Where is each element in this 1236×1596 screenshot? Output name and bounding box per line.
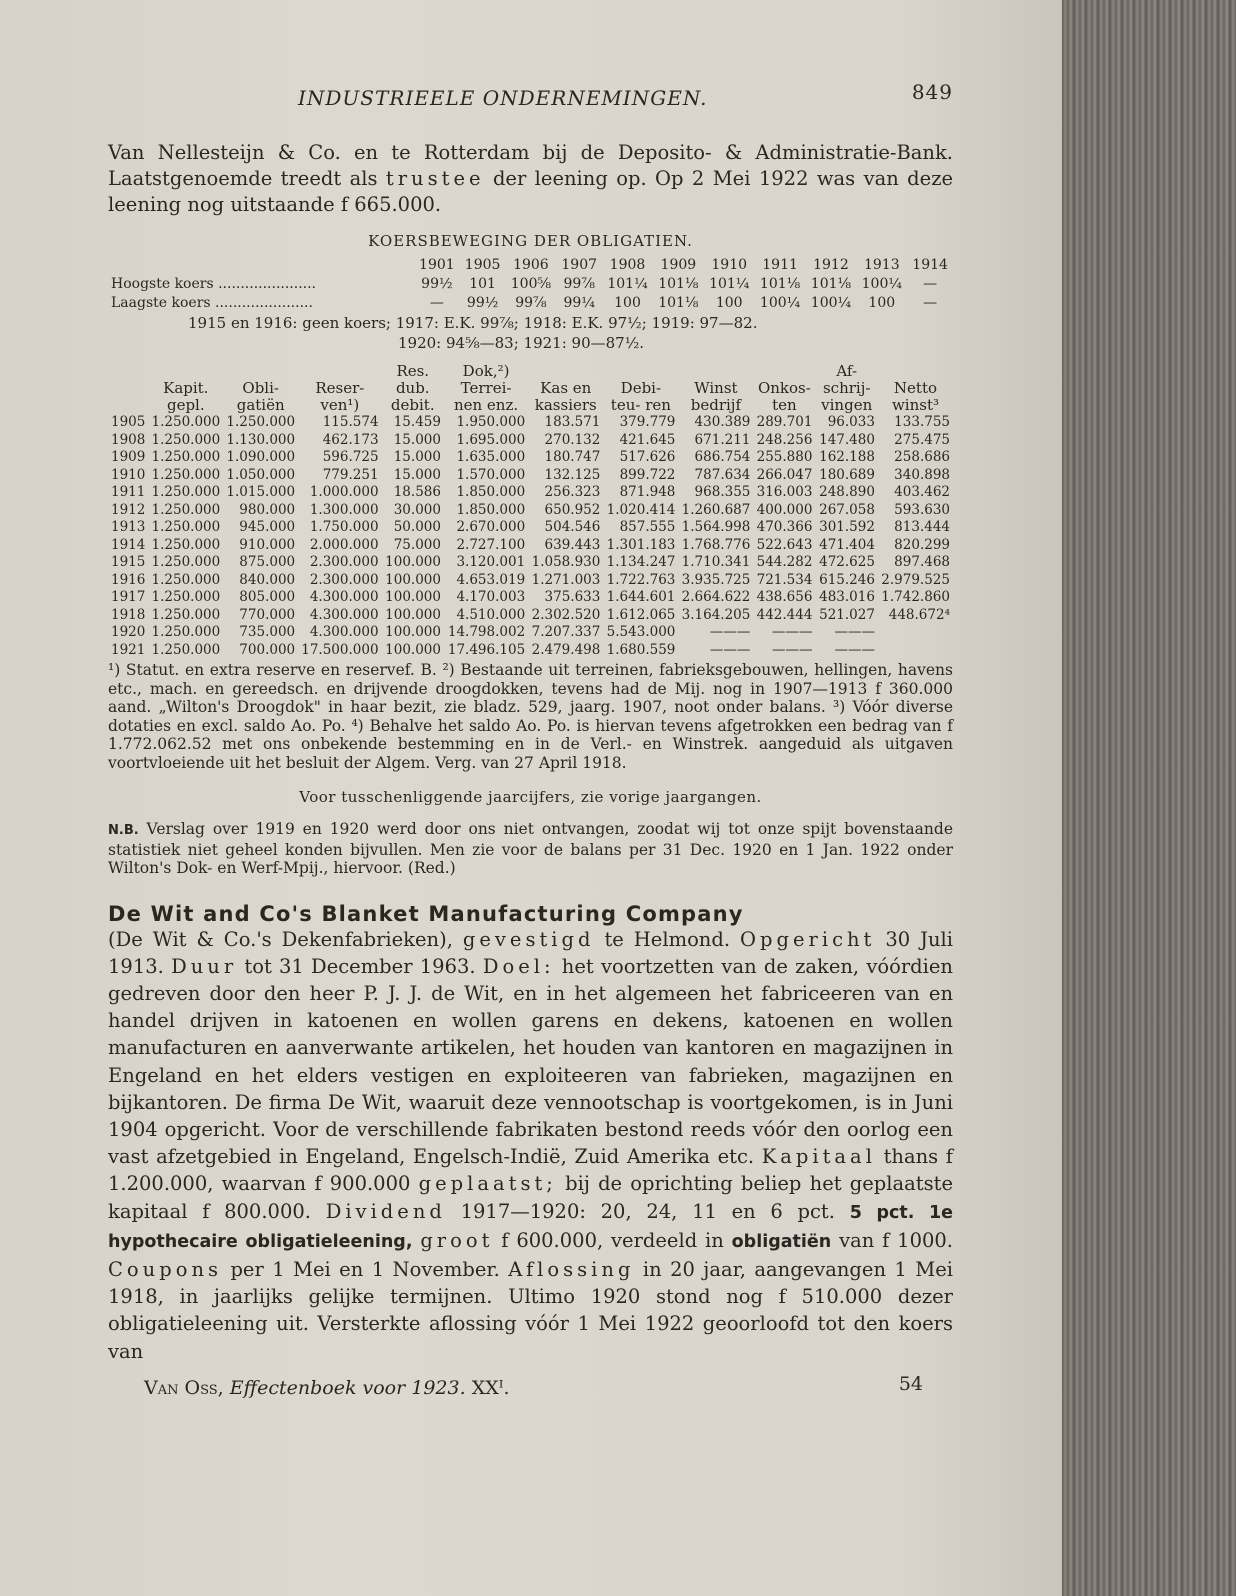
table-header-cell: Debi- teu- ren	[610, 379, 671, 414]
table-cell: 4.300.000	[309, 589, 379, 605]
company-text: 30 Juli 1913.	[108, 927, 953, 978]
koers-year: 1910	[711, 257, 748, 273]
koers-year-row	[108, 256, 953, 275]
table-cell: 421.645	[619, 431, 676, 448]
page-content	[108, 80, 953, 1405]
koers-year: 1914	[912, 257, 948, 273]
table-cell: 340.898	[894, 466, 950, 483]
table-cell: 267.058	[819, 501, 875, 518]
table-cell: 1.768.776	[681, 536, 751, 553]
table-cell: 1.250.000	[151, 519, 221, 535]
table-header-cell: Netto winst³	[891, 379, 939, 414]
table-row	[108, 449, 953, 467]
table-row	[108, 589, 953, 607]
running-title: INDUSTRIEELE ONDERNEMINGEN.	[298, 86, 708, 110]
table-cell: 430.389	[694, 414, 751, 430]
koers-value: 100¼	[861, 276, 902, 292]
table-cell: 521.027	[819, 606, 875, 623]
table-year-cell: 1917	[111, 589, 146, 605]
koers-value: 99¼	[563, 295, 595, 311]
table-cell: 472.625	[819, 554, 875, 570]
table-cell: 301.592	[819, 519, 875, 535]
table-cell: 787.634	[694, 466, 751, 483]
table-cell: 2.664.622	[681, 589, 751, 605]
table-cell: 400.000	[756, 501, 813, 518]
koers-note-2: 1920: 94⅝—83; 1921: 90—87½.	[398, 334, 645, 352]
table-cell: 899.722	[619, 466, 676, 483]
table-year-cell: 1910	[111, 466, 146, 483]
table-cell: 1.250.000	[151, 466, 221, 483]
table-row	[108, 432, 953, 450]
table-cell: 100.000	[385, 571, 441, 588]
koers-year: 1905	[464, 257, 501, 273]
company-text: te Helmond.	[604, 927, 731, 951]
koers-title: KOERSBEWEGING DER OBLIGATIEN.	[368, 232, 693, 250]
table-row	[108, 484, 953, 502]
table-header-cell: Kas en kassiers	[534, 379, 597, 414]
table-cell: 5.543.000	[606, 624, 676, 640]
table-cell: 1.090.000	[226, 449, 296, 465]
koers-row-high	[108, 275, 953, 294]
table-cell: 256.323	[544, 484, 601, 500]
company-text: van f 1000.	[839, 1228, 953, 1252]
nb-note	[108, 820, 953, 878]
table-cell: 593.630	[894, 501, 950, 518]
term-obligatieleening: 5 pct. 1e hypothecaire obligatieleening,	[108, 1202, 954, 1252]
table-cell: 100.000	[385, 554, 441, 570]
table-cell: 650.952	[544, 501, 601, 518]
table-cell: 1.644.601	[606, 589, 676, 605]
koers-notes	[188, 313, 953, 353]
table-cell: 1.750.000	[309, 519, 379, 535]
table-cell: 18.586	[393, 484, 441, 500]
table-header-cell: Kapit. gepl.	[163, 379, 209, 414]
term-gevestigd: gevestigd	[462, 927, 595, 951]
table-cell: 248.256	[756, 431, 813, 448]
table-cell: 1.564.998	[681, 519, 751, 535]
table-year-cell: 1921	[111, 641, 146, 658]
koers-value: 101	[469, 276, 496, 292]
table-cell: 30.000	[393, 501, 441, 518]
koers-label: Laagste koers ......................	[111, 295, 313, 311]
table-cell: 75.000	[393, 536, 441, 553]
table-cell: 115.574	[322, 414, 379, 430]
table-cell: 805.000	[239, 589, 296, 605]
table-cell: 2.000.000	[309, 536, 379, 553]
table-cell: 615.246	[819, 571, 875, 588]
table-cell: 700.000	[239, 641, 296, 658]
table-cell: ———	[709, 624, 751, 640]
table-row	[108, 572, 953, 590]
table-header-cell: Winst bedrijf	[690, 379, 742, 414]
koers-value: 99⅞	[563, 276, 595, 292]
table-cell: 132.125	[544, 466, 601, 483]
table-cell: 14.798.002	[447, 624, 526, 640]
koers-value: 100⅝	[510, 276, 552, 292]
table-cell: ———	[834, 641, 875, 658]
footer-imprint	[144, 1377, 510, 1399]
table-cell: 15.000	[393, 431, 441, 448]
intro-line2: der leening op. Op 2 Mei 1922 was van deze leening nog uitstaande f 665.000.	[108, 167, 954, 216]
koers-table	[108, 256, 953, 313]
table-cell: 813.444	[894, 519, 950, 535]
table-cell: 17.500.000	[301, 641, 379, 658]
koers-value: 99½	[466, 295, 499, 311]
table-row	[108, 642, 953, 660]
koers-value: —	[429, 295, 444, 311]
table-cell: 1.742.860	[881, 589, 950, 605]
footnotes: ¹) Statut. en extra reserve en reservef. B. ²) Bestaande uit terreinen, fabrieksgebouwen, hellingen, havens etc., mach. en gereedsch. en drijvende droogdokken, tevens had de Mij. nog in 1907—1913 f 360.000 aand. „Wilton's Droogdok" in haar bezit, zie bladz. 529, jaarg. 1907, noot onder balans. ³) Vóór diverse dotaties en excl. saldo Ao. Po. ⁴) Behalve het saldo Ao. Po. is hiervan tevens afgetrokken een bedrag van f 1.772.062.52 met ons onbekende bestemming en in de Verl.- en Winstrek. aangeduid als uitgaven voortvloeiende uit het besluit der Algem. Verg. van 27 April 1918.	[108, 661, 953, 772]
term-obligatien: obligatiën	[731, 1231, 832, 1252]
table-year-cell: 1911	[111, 484, 146, 500]
table-cell: 1.050.000	[226, 466, 296, 483]
table-cell: 180.747	[544, 449, 601, 465]
koers-note-1: 1915 en 1916: geen koers; 1917: E.K. 99⅞; 1918: E.K. 97½; 1919: 97—82.	[188, 314, 758, 332]
table-cell: 1.250.000	[151, 431, 221, 448]
table-cell: 1.850.000	[456, 484, 526, 500]
term-doel: Doel:	[482, 954, 555, 978]
table-cell: 544.282	[756, 554, 813, 570]
table-cell: 770.000	[239, 606, 296, 623]
table-cell: 721.534	[756, 571, 813, 588]
footer-title: Effectenboek voor 1923.	[229, 1376, 466, 1399]
intro-trustee: trustee	[385, 167, 485, 190]
table-cell: 448.672⁴	[888, 606, 950, 623]
table-cell: 1.020.414	[606, 501, 676, 518]
table-cell: 471.404	[819, 536, 875, 553]
table-cell: 183.571	[544, 414, 601, 430]
table-cell: 289.701	[756, 414, 813, 430]
table-row	[108, 502, 953, 520]
table-cell: 779.251	[322, 466, 379, 483]
term-duur: Duur	[171, 954, 238, 978]
table-cell: ———	[771, 641, 813, 658]
table-cell: 147.480	[819, 431, 875, 448]
nb-mark: N.B.	[108, 823, 139, 838]
nb-text: Verslag over 1919 en 1920 werd door ons niet ontvangen, zoodat wij tot onze spijt bovenstaande statistiek niet geheel konden bijvullen. Men zie voor de balans per 31 Dec. 1920 en 1 Jan. 1922 onder Wilton's Dok- en Werf-Mpij., hiervoor. (Red.)	[108, 820, 953, 877]
table-cell: 1.271.003	[531, 571, 601, 588]
table-cell: 1.250.000	[151, 501, 221, 518]
table-cell: 15.000	[393, 466, 441, 483]
term-coupons: Coupons	[108, 1257, 223, 1281]
table-cell: 379.779	[619, 414, 676, 430]
table-cell: 15.459	[393, 414, 441, 430]
table-cell: 1.058.930	[531, 554, 601, 570]
table-cell: 3.120.001	[456, 554, 526, 570]
table-cell: 483.016	[819, 589, 875, 605]
term-groot: groot	[420, 1228, 494, 1252]
table-cell: 840.000	[239, 571, 296, 588]
koers-year: 1906	[513, 257, 549, 273]
table-cell: 1.250.000	[151, 414, 221, 430]
page-number: 849	[911, 80, 953, 104]
company-heading: De Wit and Co's Blanket Manufacturing Company	[108, 901, 744, 926]
table-cell: 442.444	[756, 606, 813, 623]
table-cell: 100.000	[385, 606, 441, 623]
financial-table-header	[108, 363, 953, 414]
table-cell: 1.850.000	[456, 501, 526, 518]
table-year-cell: 1909	[111, 449, 146, 465]
koers-value: 99⅞	[515, 295, 547, 311]
koers-value: —	[923, 295, 938, 311]
table-cell: 100.000	[385, 624, 441, 640]
koers-value: 100	[868, 295, 896, 311]
table-cell: 820.299	[894, 536, 950, 553]
table-cell: 2.979.525	[881, 571, 950, 588]
company-text: (De Wit & Co.'s Dekenfabrieken),	[108, 927, 453, 951]
table-cell: 671.211	[694, 431, 751, 448]
term-opgericht: Opgericht	[740, 927, 876, 951]
table-cell: 522.643	[756, 536, 813, 553]
table-cell: 266.047	[756, 466, 813, 483]
table-cell: 968.355	[694, 484, 751, 500]
table-cell: 1.250.000	[151, 606, 221, 623]
table-cell: 96.033	[827, 414, 875, 430]
table-row	[108, 467, 953, 485]
table-year-cell: 1905	[111, 414, 146, 430]
table-cell: 17.496.105	[447, 641, 526, 658]
table-cell: 504.546	[544, 519, 601, 535]
table-year-cell: 1915	[111, 554, 146, 570]
table-cell: 403.462	[894, 484, 950, 500]
table-cell: 1.300.000	[309, 501, 379, 518]
table-header-cell	[108, 363, 148, 414]
koers-year: 1912	[813, 257, 849, 273]
table-cell: 50.000	[393, 519, 441, 535]
table-cell: 1.950.000	[456, 414, 526, 430]
table-year-cell: 1920	[111, 624, 146, 640]
koers-year: 1908	[609, 257, 646, 273]
table-cell: 980.000	[239, 501, 296, 518]
table-row	[108, 519, 953, 537]
table-cell	[878, 642, 953, 660]
footer-volume: XXᴵ.	[471, 1376, 510, 1399]
table-cell: 4.300.000	[309, 624, 379, 640]
table-cell: 639.443	[544, 536, 601, 553]
table-cell: 438.656	[756, 589, 813, 605]
table-cell: ———	[709, 641, 751, 658]
intro-line1: Van Nellesteijn & Co. en te Rotterdam bij de Deposito- & Administratie-Bank. Laatstgenoemde treedt als	[108, 141, 953, 190]
table-cell: 596.725	[322, 449, 379, 465]
table-cell: 1.695.000	[456, 431, 526, 448]
table-cell: 100.000	[385, 589, 441, 605]
table-cell: 462.173	[322, 431, 379, 448]
intro-paragraph	[108, 140, 953, 218]
table-header-cell: Dok,²) Terrei- nen enz.	[453, 362, 519, 414]
koers-value: 101⅛	[658, 276, 699, 292]
term-dividend: Dividend	[325, 1199, 446, 1223]
table-cell: 1.000.000	[309, 484, 379, 500]
footer-author: Van Oss,	[144, 1376, 224, 1399]
term-geplaatst: geplaatst;	[418, 1172, 557, 1196]
company-text: per 1 Mei en 1 November.	[230, 1257, 500, 1281]
company-text: in 20 jaar, aangevangen 1 Mei 1918, in jaarlijks gelijke termijnen. Ultimo 1920 stond nog f 510.000 dezer obligatieleening uit. Versterkte aflossing vóór 1 Mei 1922 geoorloofd tot den koers van	[108, 1257, 953, 1363]
table-cell: 1.130.000	[226, 431, 296, 448]
table-cell: 897.468	[894, 554, 950, 570]
table-cell: 275.475	[894, 431, 950, 448]
financial-table	[108, 363, 953, 659]
table-cell: 4.653.019	[456, 571, 526, 588]
table-row	[108, 607, 953, 625]
company-text: tot 31 December 1963.	[244, 954, 476, 978]
koers-value: 101¼	[607, 276, 648, 292]
table-cell: 1.612.065	[606, 606, 676, 623]
table-cell: 1.260.687	[681, 501, 751, 518]
table-cell: ———	[834, 624, 875, 640]
koers-year: 1907	[561, 257, 598, 273]
koers-value: 99½	[421, 276, 453, 292]
book-page-edges	[1062, 0, 1236, 1596]
table-cell: 1.250.000	[151, 571, 221, 588]
footer-signature: 54	[898, 1372, 923, 1395]
table-header-cell: Obli- gatiën	[236, 379, 285, 414]
table-year-cell: 1912	[111, 501, 146, 518]
table-cell: 910.000	[239, 536, 296, 553]
company-text: thans f 1.200.000, waarvan f 900.000	[108, 1145, 953, 1196]
table-row	[108, 414, 953, 432]
table-cell: 255.880	[756, 449, 813, 465]
company-text: het voortzetten van de zaken, vóórdien gedreven door den heer P. J. J. de Wit, en in het algemeen het fabriceeren van en handel drijven in katoenen en wollen garens en dekens, katoenen en wollen manufacturen en aanverwante artikelen, het houden van kantoren en magazijnen in Engeland en het elders vestigen en exploiteeren van fabrieken, magazijnen en bijkantoren. De firma De Wit, waaruit deze vennootschap is voortgekomen, is in Juni 1904 opgericht. Voor de verschillende fabrikaten bestond reeds vóór den oorlog een vast afzetgebied in Engeland, Engelsch-Indië, Zuid Amerika etc.	[108, 954, 953, 1169]
koers-value: 101⅛	[658, 295, 699, 311]
previous-years-note: Voor tusschenliggende jaarcijfers, zie vorige jaargangen.	[299, 788, 762, 806]
table-cell: 857.555	[619, 519, 676, 535]
table-cell: 470.366	[756, 519, 813, 535]
table-cell: 2.300.000	[309, 554, 379, 570]
table-cell: 7.207.337	[531, 624, 601, 640]
table-cell	[878, 624, 953, 642]
term-aflossing: Aflossing	[508, 1257, 635, 1281]
table-cell: 100.000	[385, 641, 441, 658]
table-cell: 248.890	[819, 484, 875, 500]
table-year-cell: 1918	[111, 606, 146, 623]
table-cell: ———	[771, 624, 813, 640]
koers-value: 100	[614, 295, 641, 311]
table-cell: 1.015.000	[226, 484, 296, 500]
term-kapitaal: Kapitaal	[761, 1145, 876, 1169]
financial-table-body	[108, 414, 953, 659]
table-cell: 270.132	[544, 431, 601, 448]
table-cell: 1.722.763	[606, 571, 676, 588]
koers-year: 1911	[762, 257, 798, 273]
table-cell: 3.935.725	[681, 571, 751, 588]
koers-value: 100	[715, 295, 743, 311]
table-cell: 258.686	[894, 449, 950, 465]
table-cell: 1.250.000	[151, 624, 221, 640]
table-cell: 2.727.100	[456, 536, 526, 553]
table-cell: 162.188	[819, 449, 875, 465]
table-cell: 3.164.205	[681, 606, 751, 623]
table-cell: 375.633	[544, 589, 601, 605]
table-cell: 735.000	[239, 624, 296, 640]
table-cell: 2.670.000	[456, 519, 526, 535]
koers-value: 100¼	[759, 295, 801, 311]
table-header-cell: Reser- ven¹)	[315, 379, 365, 414]
table-cell: 1.570.000	[456, 466, 526, 483]
koers-year: 1901	[419, 257, 455, 273]
koers-label: Hoogste koers ......................	[111, 276, 317, 292]
company-description	[108, 926, 953, 1365]
koers-value: 100¼	[810, 295, 852, 311]
table-cell: 871.948	[619, 484, 676, 500]
running-head	[108, 80, 953, 116]
table-cell: 1.250.000	[226, 414, 296, 430]
table-cell: 4.300.000	[309, 606, 379, 623]
koers-value: 101⅛	[759, 276, 801, 292]
table-cell: 1.250.000	[151, 484, 221, 500]
table-cell: 1.250.000	[151, 554, 221, 570]
company-text: f 600.000, verdeeld in	[501, 1228, 724, 1252]
table-cell: 1.635.000	[456, 449, 526, 465]
table-cell: 2.300.000	[309, 571, 379, 588]
table-year-cell: 1914	[111, 536, 146, 553]
company-text: 1917—1920: 20, 24, 11 en 6 pct.	[460, 1199, 835, 1223]
koers-row-low	[108, 294, 953, 313]
table-cell: 517.626	[619, 449, 676, 465]
table-year-cell: 1908	[111, 431, 146, 448]
table-year-cell: 1916	[111, 571, 146, 588]
table-header-cell: Af- schrij- vingen	[821, 362, 873, 414]
table-cell: 1.250.000	[151, 589, 221, 605]
table-cell: 945.000	[239, 519, 296, 535]
page-footer	[108, 1373, 953, 1405]
table-cell: 1.250.000	[151, 536, 221, 553]
table-cell: 1.710.341	[681, 554, 751, 570]
table-cell: 15.000	[393, 449, 441, 465]
table-cell: 2.302.520	[531, 606, 601, 623]
table-cell: 316.003	[756, 484, 813, 500]
table-cell: 1.250.000	[151, 641, 221, 658]
company-text: bij de oprichting beliep het geplaatste kapitaal f 800.000.	[108, 1172, 953, 1223]
koers-value: 101¼	[709, 276, 750, 292]
table-header-cell: Onkos- ten	[757, 379, 811, 414]
table-row	[108, 537, 953, 555]
table-cell: 1.134.247	[606, 554, 676, 570]
koers-year: 1909	[660, 257, 697, 273]
table-cell: 4.510.000	[456, 606, 526, 623]
table-cell: 133.755	[894, 414, 950, 430]
table-header-cell: Res. dub. debit.	[390, 362, 435, 414]
table-cell: 180.689	[819, 466, 875, 483]
table-year-cell: 1913	[111, 519, 146, 535]
koers-value: —	[923, 276, 938, 292]
table-cell: 686.754	[694, 449, 751, 465]
table-cell: 1.250.000	[151, 449, 221, 465]
table-row	[108, 554, 953, 572]
table-cell: 875.000	[239, 554, 296, 570]
table-cell: 1.680.559	[606, 641, 676, 658]
table-cell: 1.301.183	[606, 536, 676, 553]
koers-value: 101⅛	[810, 276, 852, 292]
table-cell: 4.170.003	[456, 589, 526, 605]
koers-year: 1913	[863, 257, 900, 273]
table-cell: 2.479.498	[531, 641, 601, 658]
table-row	[108, 624, 953, 642]
